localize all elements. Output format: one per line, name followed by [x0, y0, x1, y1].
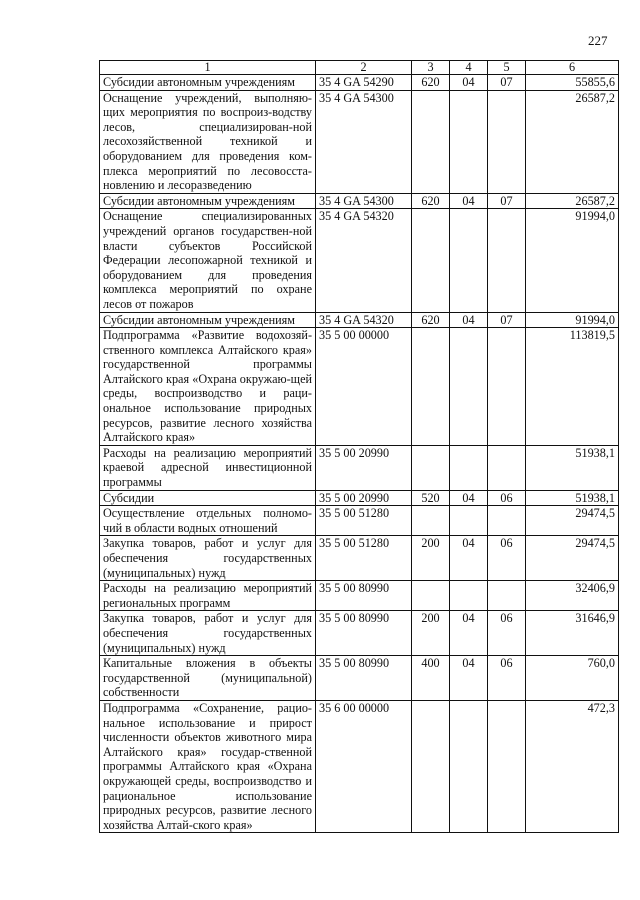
row-code-cell: 35 5 00 80990 [316, 581, 412, 611]
row-name-cell: Закупка товаров, работ и услуг для обеспечения государственных (муниципальных) нужд [100, 536, 316, 581]
page-number: 227 [588, 33, 608, 48]
table-row [100, 75, 619, 91]
table-row [100, 490, 619, 506]
row-amount-cell: 51938,1 [526, 490, 619, 506]
row-code-cell: 35 4 GA 54300 [316, 90, 412, 193]
row-amount-cell: 55855,6 [526, 75, 619, 91]
row-col3-cell: 620 [412, 75, 450, 91]
row-name-cell: Оснащение учреждений, выполняю-щих мероприятия по воспроиз-водству лесов, специализирован-ной лесохозяйственной техникой и оборудованием для проведения ком-плекса мероприятий по лесовосста-новлению и лесоразведению [100, 90, 316, 193]
row-col4-cell [450, 209, 488, 312]
row-code-cell: 35 4 GA 54320 [316, 312, 412, 328]
table-row [100, 312, 619, 328]
row-col4-cell [450, 581, 488, 611]
row-amount-cell: 31646,9 [526, 611, 619, 656]
row-col4-cell: 04 [450, 193, 488, 209]
row-col5-cell: 06 [488, 611, 526, 656]
row-col5-cell [488, 581, 526, 611]
row-col5-cell: 07 [488, 193, 526, 209]
row-col3-cell: 400 [412, 656, 450, 701]
row-amount-cell: 760,0 [526, 656, 619, 701]
header-col-3: 3 [412, 61, 450, 75]
row-col4-cell [450, 506, 488, 536]
table-row [100, 209, 619, 312]
row-col5-cell [488, 328, 526, 446]
row-col3-cell [412, 328, 450, 446]
row-amount-cell: 472,3 [526, 700, 619, 832]
row-amount-cell: 29474,5 [526, 536, 619, 581]
row-code-cell: 35 5 00 20990 [316, 490, 412, 506]
row-name-cell: Субсидии автономным учреждениям [100, 75, 316, 91]
row-code-cell: 35 5 00 20990 [316, 445, 412, 490]
row-col3-cell [412, 90, 450, 193]
row-col5-cell: 06 [488, 656, 526, 701]
row-col3-cell: 200 [412, 611, 450, 656]
row-amount-cell: 91994,0 [526, 312, 619, 328]
row-amount-cell: 91994,0 [526, 209, 619, 312]
row-name-cell: Капитальные вложения в объекты государственной (муниципальной) собственности [100, 656, 316, 701]
row-name-cell: Расходы на реализацию мероприятий региональных программ [100, 581, 316, 611]
row-code-cell: 35 5 00 51280 [316, 506, 412, 536]
table-row [100, 445, 619, 490]
row-col4-cell: 04 [450, 75, 488, 91]
header-col-1: 1 [100, 61, 316, 75]
table-row [100, 700, 619, 832]
row-amount-cell: 26587,2 [526, 193, 619, 209]
table-row [100, 581, 619, 611]
row-name-cell: Субсидии автономным учреждениям [100, 193, 316, 209]
table-row [100, 656, 619, 701]
row-col4-cell: 04 [450, 656, 488, 701]
row-amount-cell: 113819,5 [526, 328, 619, 446]
table-row [100, 90, 619, 193]
row-code-cell: 35 5 00 00000 [316, 328, 412, 446]
row-name-cell: Расходы на реализацию мероприятий краевой адресной инвестиционной программы [100, 445, 316, 490]
row-amount-cell: 32406,9 [526, 581, 619, 611]
table-row [100, 611, 619, 656]
budget-table [99, 60, 619, 833]
row-amount-cell: 26587,2 [526, 90, 619, 193]
row-code-cell: 35 6 00 00000 [316, 700, 412, 832]
row-col5-cell [488, 90, 526, 193]
row-col3-cell [412, 581, 450, 611]
header-col-5: 5 [488, 61, 526, 75]
row-code-cell: 35 5 00 51280 [316, 536, 412, 581]
row-col4-cell: 04 [450, 312, 488, 328]
row-col3-cell: 200 [412, 536, 450, 581]
row-code-cell: 35 4 GA 54300 [316, 193, 412, 209]
row-col5-cell: 07 [488, 312, 526, 328]
row-col4-cell [450, 328, 488, 446]
table-row [100, 536, 619, 581]
row-name-cell: Закупка товаров, работ и услуг для обеспечения государственных (муниципальных) нужд [100, 611, 316, 656]
row-amount-cell: 29474,5 [526, 506, 619, 536]
row-col4-cell [450, 445, 488, 490]
row-col3-cell: 620 [412, 193, 450, 209]
table-header-row [100, 61, 619, 75]
table-body [100, 75, 619, 833]
row-col4-cell [450, 700, 488, 832]
row-col3-cell: 520 [412, 490, 450, 506]
table-row [100, 328, 619, 446]
row-name-cell: Подпрограмма «Сохранение, рацио-нальное использование и прирост численности объектов животного мира Алтайского края» государ-ственной программы Алтайского края «Охрана окружающей среды, воспроизводство и рациональное использование природных ресурсов, развитие лесного хозяйства Алтай-ского края» [100, 700, 316, 832]
header-col-4: 4 [450, 61, 488, 75]
row-col3-cell [412, 700, 450, 832]
row-name-cell: Субсидии автономным учреждениям [100, 312, 316, 328]
row-col3-cell [412, 445, 450, 490]
row-col5-cell [488, 445, 526, 490]
header-col-2: 2 [316, 61, 412, 75]
row-col5-cell: 06 [488, 490, 526, 506]
table-row [100, 193, 619, 209]
row-col4-cell [450, 90, 488, 193]
row-col5-cell: 06 [488, 536, 526, 581]
row-col5-cell [488, 700, 526, 832]
row-code-cell: 35 4 GA 54290 [316, 75, 412, 91]
table-row [100, 506, 619, 536]
row-amount-cell: 51938,1 [526, 445, 619, 490]
row-col4-cell: 04 [450, 611, 488, 656]
row-col4-cell: 04 [450, 490, 488, 506]
row-col3-cell [412, 209, 450, 312]
row-name-cell: Оснащение специализированных учреждений органов государствен-ной власти субъектов Российской Федерации лесопожарной техникой и оборудованием для проведения комплекса мероприятий по охране лесов от пожаров [100, 209, 316, 312]
row-name-cell: Субсидии [100, 490, 316, 506]
row-code-cell: 35 5 00 80990 [316, 611, 412, 656]
row-name-cell: Подпрограмма «Развитие водохозяй-ственного комплекса Алтайского края» государственной программы Алтайского края «Охрана окружаю-щей среды, воспроизводство и раци-ональное использование природных ресурсов, развитие лесного хозяйства Алтайского края» [100, 328, 316, 446]
header-col-6: 6 [526, 61, 619, 75]
row-col3-cell: 620 [412, 312, 450, 328]
row-col5-cell: 07 [488, 75, 526, 91]
row-col5-cell [488, 506, 526, 536]
row-col4-cell: 04 [450, 536, 488, 581]
row-col3-cell [412, 506, 450, 536]
row-name-cell: Осуществление отдельных полномо-чий в области водных отношений [100, 506, 316, 536]
row-code-cell: 35 5 00 80990 [316, 656, 412, 701]
row-code-cell: 35 4 GA 54320 [316, 209, 412, 312]
row-col5-cell [488, 209, 526, 312]
